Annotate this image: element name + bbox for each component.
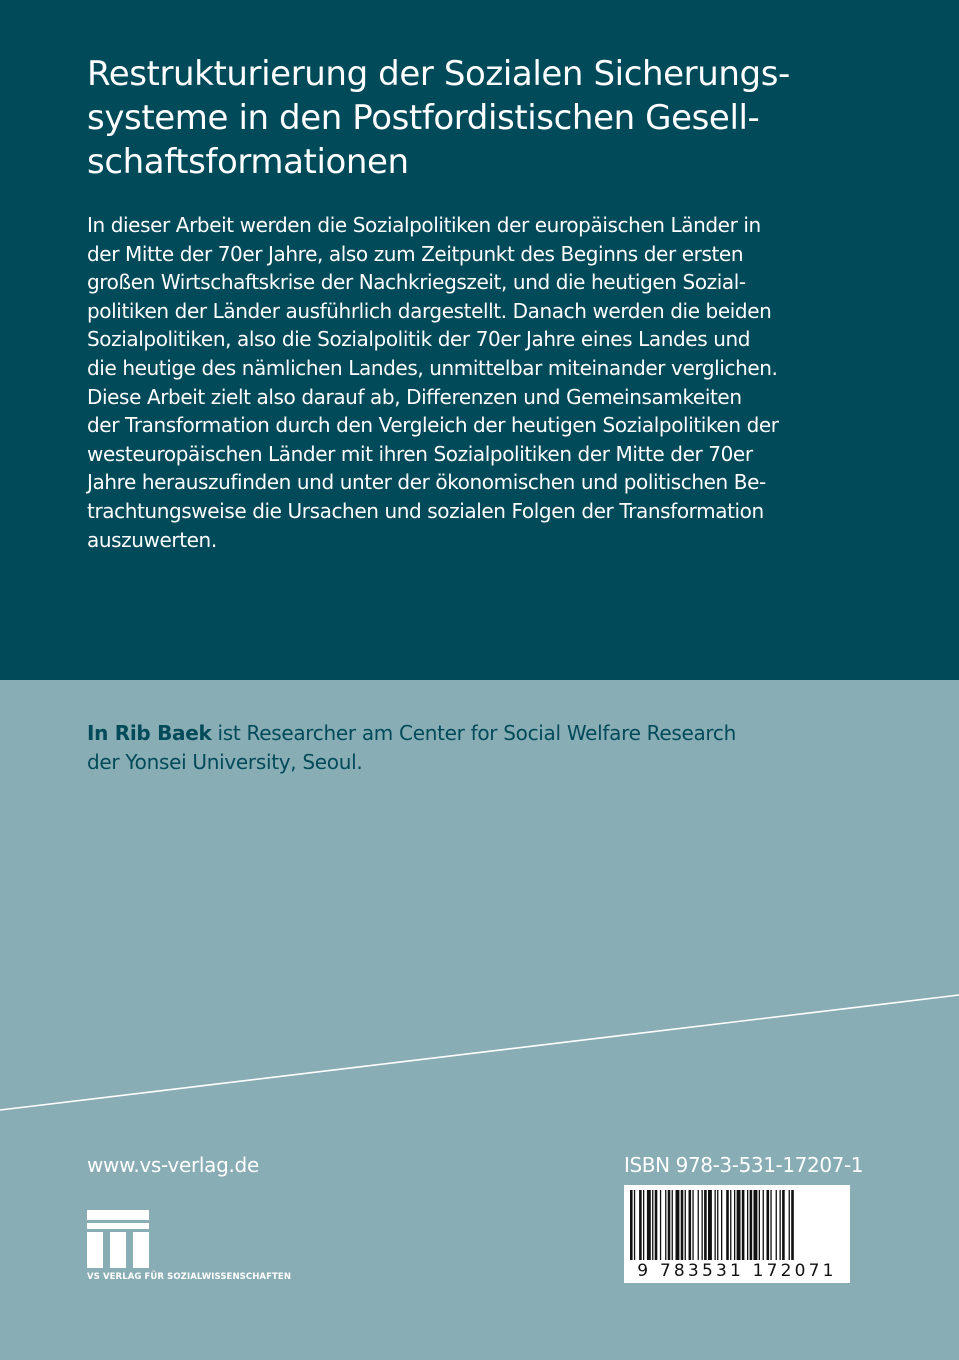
title-line: Restrukturierung der Sozialen Sicherungs- xyxy=(87,54,790,94)
barcode-bar xyxy=(665,1190,666,1260)
publisher-name: VS VERLAG FÜR SOZIALWISSENSCHAFTEN xyxy=(87,1272,292,1282)
barcode-bar xyxy=(737,1190,741,1260)
author-bio-text: ist Researcher am Center for Social Welfare Research xyxy=(211,721,736,745)
barcode-bar xyxy=(717,1190,718,1260)
barcode-bar xyxy=(692,1190,693,1260)
blurb-line: Jahre herauszufinden und unter der ökonomischen und politischen Be- xyxy=(87,470,766,495)
barcode-bar xyxy=(668,1190,671,1260)
barcode-bar xyxy=(630,1190,633,1260)
author-name: In Rib Baek xyxy=(87,721,212,745)
barcode-bar xyxy=(698,1190,699,1260)
barcode-bar xyxy=(672,1190,673,1260)
barcode-bar xyxy=(676,1190,680,1260)
isbn-number: ISBN 978-3-531-17207-1 xyxy=(624,1153,864,1177)
barcode-digits: 9 783531 172071 xyxy=(637,1261,837,1281)
blurb-line: großen Wirtschaftskrise der Nachkriegszeit, und die heutigen Sozial- xyxy=(87,270,746,295)
barcode-bar xyxy=(660,1190,661,1260)
blurb-line: Sozialpolitiken, also die Sozialpolitik der 70er Jahre eines Landes und xyxy=(87,327,751,352)
blurb-line: westeuropäischen Länder mit ihren Sozialpolitiken der Mitte der 70er xyxy=(87,441,753,466)
barcode-bar xyxy=(767,1190,770,1260)
barcode-bar xyxy=(681,1190,684,1260)
blurb-line: die heutige des nämlichen Landes, unmittelbar miteinander verglichen. xyxy=(87,355,778,380)
barcode-bar xyxy=(643,1190,644,1260)
blurb-line: der Transformation durch den Vergleich der heutigen Sozialpolitiken der xyxy=(87,413,779,438)
barcode-bar xyxy=(704,1190,707,1260)
barcode-bar xyxy=(791,1190,794,1260)
publisher-logo xyxy=(87,1210,327,1290)
blurb-line: Diese Arbeit zielt also darauf ab, Differenzen und Gemeinsamkeiten xyxy=(87,384,742,409)
barcode-bar xyxy=(685,1190,686,1260)
barcode-bar xyxy=(780,1190,781,1260)
barcode-bar xyxy=(715,1190,716,1260)
barcode-bar xyxy=(742,1190,745,1260)
title-line: schaftsformationen xyxy=(87,142,409,182)
barcode-bar xyxy=(702,1190,703,1260)
barcode-bar xyxy=(789,1190,790,1260)
blurb-line: der Mitte der 70er Jahre, also zum Zeitpunkt des Beginns der ersten xyxy=(87,241,744,266)
vs-verlag-logo-icon xyxy=(87,1210,149,1268)
barcode-bar xyxy=(639,1190,642,1260)
barcode-bar xyxy=(763,1190,764,1260)
barcode-bar xyxy=(770,1190,771,1260)
barcode-bar xyxy=(734,1190,735,1260)
barcode-bar xyxy=(747,1190,748,1260)
title-line: systeme in den Postfordistischen Gesell- xyxy=(87,98,760,138)
blurb-line: trachtungsweise die Ursachen und sozialen Folgen der Transformation xyxy=(87,498,764,523)
barcode-bar xyxy=(730,1190,731,1260)
barcode-bar xyxy=(652,1190,653,1260)
barcode-bar xyxy=(754,1190,758,1260)
blurb-line: auszuwerten. xyxy=(87,527,217,552)
blurb-line: politiken der Länder ausführlich dargestellt. Danach werden die beiden xyxy=(87,298,772,323)
barcode-bar xyxy=(726,1190,729,1260)
blurb-line: In dieser Arbeit werden die Sozialpolitiken der europäischen Länder in xyxy=(87,213,761,237)
barcode-bar xyxy=(721,1190,722,1260)
barcode-bar xyxy=(647,1190,651,1260)
isbn-barcode xyxy=(624,1185,850,1283)
barcode-bar xyxy=(782,1190,785,1260)
barcode-bar xyxy=(708,1190,712,1260)
barcode-bar xyxy=(655,1190,658,1260)
author-bio-line: der Yonsei University, Seoul. xyxy=(87,750,363,774)
barcode-bar xyxy=(776,1190,777,1260)
barcode-bar xyxy=(750,1190,753,1260)
barcode-bar xyxy=(759,1190,760,1260)
barcode-bar xyxy=(689,1190,692,1260)
publisher-website: www.vs-verlag.de xyxy=(87,1153,259,1177)
barcode-bar xyxy=(634,1190,635,1260)
